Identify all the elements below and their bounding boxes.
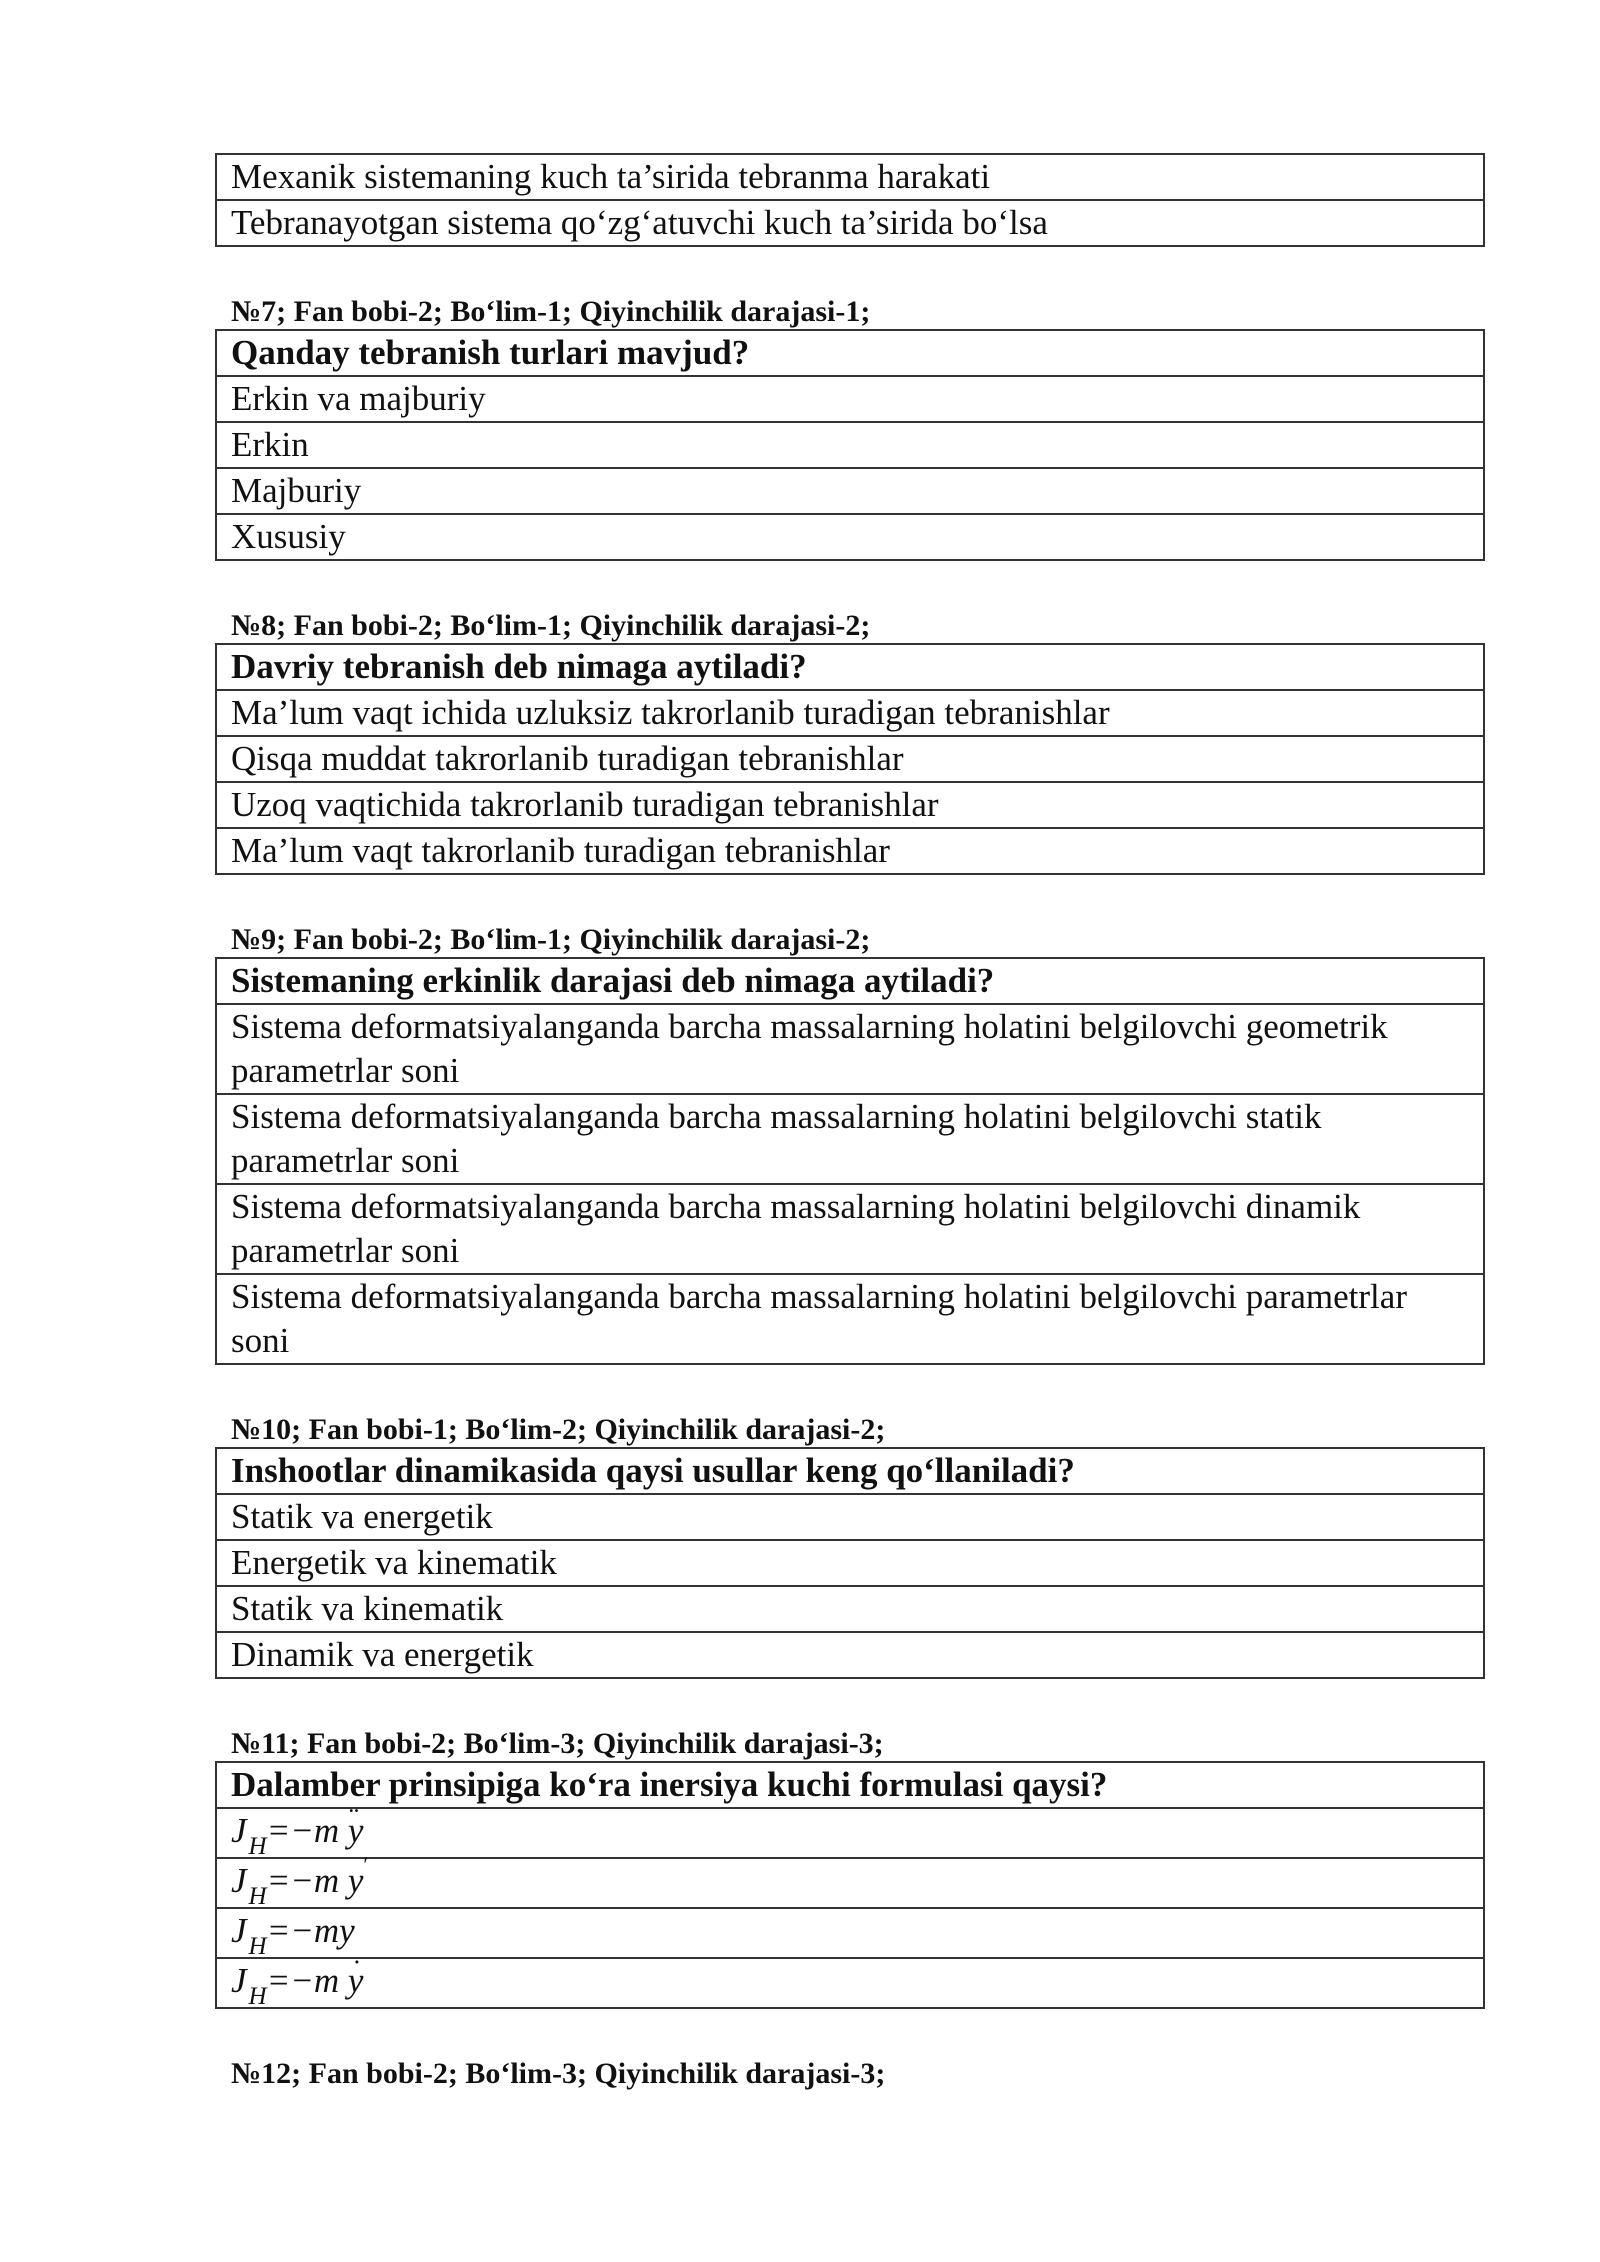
question-meta: №8; Fan bobi-2; Bo‘lim-1; Qiyinchilik darajasi-2; <box>231 609 871 642</box>
formula-variable-dot: ˙ y <box>348 1959 364 2003</box>
formula-symbol: J <box>231 1911 247 1950</box>
question-block-10 <box>215 1413 1485 1679</box>
question-meta: №7; Fan bobi-2; Bo‘lim-1; Qiyinchilik darajasi-1; <box>231 295 871 328</box>
answer-row: Erkin <box>216 422 1484 468</box>
formula-answer-3 <box>216 1908 1484 1958</box>
question-text: Davriy tebranish deb nimaga aytiladi? <box>216 644 1484 690</box>
formula-symbol: J <box>231 1861 247 1900</box>
answer-row: Sistema deformatsiyalanganda barcha massalarning holatini belgilovchi geometrik parametrlar soni <box>216 1004 1484 1094</box>
formula-operator: =−my <box>266 1911 355 1950</box>
question-table <box>215 1761 1485 2009</box>
question-text: Sistemaning erkinlik darajasi deb nimaga aytiladi? <box>216 958 1484 1004</box>
answer-row: Sistema deformatsiyalanganda barcha massalarning holatini belgilovchi statik parametrlar soni <box>216 1094 1484 1184</box>
answer-row: Majburiy <box>216 468 1484 514</box>
formula-variable: y <box>347 1861 364 1900</box>
document-page <box>215 153 1485 2091</box>
answer-row: Tebranayotgan sistema qo‘zg‘atuvchi kuch ta’sirida bo‘lsa <box>216 200 1484 246</box>
question-table <box>215 329 1485 561</box>
formula-variable-double-dot: ¨ y <box>348 1809 364 1853</box>
formula-symbol: J <box>231 1961 247 2000</box>
answer-row: Statik va kinematik <box>216 1586 1484 1632</box>
question-block-9 <box>215 923 1485 1365</box>
question-text: Dalamber prinsipiga ko‘ra inersiya kuchi formulasi qaysi? <box>216 1762 1484 1808</box>
formula-operator: =−m <box>266 1961 340 2000</box>
answer-row: Xususiy <box>216 514 1484 560</box>
answer-row: Sistema deformatsiyalanganda barcha massalarning holatini belgilovchi parametrlar soni <box>216 1274 1484 1364</box>
formula-answer-2 <box>216 1852 1484 1910</box>
question-table <box>215 1447 1485 1679</box>
question-block-11 <box>215 1727 1485 2009</box>
question-table <box>215 957 1485 1365</box>
formula-subscript: H <box>248 1933 267 1960</box>
formula-prime: ′ <box>363 1852 369 1877</box>
answer-row: Sistema deformatsiyalanganda barcha massalarning holatini belgilovchi dinamik parametrlar soni <box>216 1184 1484 1274</box>
formula-subscript: H <box>248 1983 267 2010</box>
formula-subscript: H <box>248 1833 267 1860</box>
question-text: Inshootlar dinamikasida qaysi usullar keng qo‘llaniladi? <box>216 1448 1484 1494</box>
answer-row: Mexanik sistemaning kuch ta’sirida tebranma harakati <box>216 154 1484 200</box>
formula-operator: =−m <box>266 1811 340 1850</box>
formula-answer-1 <box>216 1808 1484 1858</box>
answer-row: Qisqa muddat takrorlanib turadigan tebranishlar <box>216 736 1484 782</box>
question-block-6-tail <box>215 153 1485 247</box>
question-meta-12: №12; Fan bobi-2; Bo‘lim-3; Qiyinchilik darajasi-3; <box>231 2057 886 2090</box>
answer-row: Ma’lum vaqt ichida uzluksiz takrorlanib turadigan tebranishlar <box>216 690 1484 736</box>
formula-symbol: J <box>231 1811 247 1850</box>
question-meta: №10; Fan bobi-1; Bo‘lim-2; Qiyinchilik darajasi-2; <box>231 1413 886 1446</box>
question-meta: №9; Fan bobi-2; Bo‘lim-1; Qiyinchilik darajasi-2; <box>231 923 871 956</box>
answer-row: Statik va energetik <box>216 1494 1484 1540</box>
question-text: Qanday tebranish turlari mavjud? <box>216 330 1484 376</box>
question-block-7 <box>215 295 1485 561</box>
question-block-8 <box>215 609 1485 875</box>
question-table <box>215 643 1485 875</box>
formula-answer-4 <box>216 1958 1484 2008</box>
answer-row: Ma’lum vaqt takrorlanib turadigan tebranishlar <box>216 828 1484 874</box>
answer-row: Erkin va majburiy <box>216 376 1484 422</box>
formula-subscript: H <box>248 1883 267 1910</box>
question-meta: №11; Fan bobi-2; Bo‘lim-3; Qiyinchilik darajasi-3; <box>231 1727 884 1760</box>
formula-operator: =−m <box>266 1861 340 1900</box>
answer-row: Uzoq vaqtichida takrorlanib turadigan tebranishlar <box>216 782 1484 828</box>
answer-row: Energetik va kinematik <box>216 1540 1484 1586</box>
answer-table <box>215 153 1485 247</box>
answer-row: Dinamik va energetik <box>216 1632 1484 1678</box>
